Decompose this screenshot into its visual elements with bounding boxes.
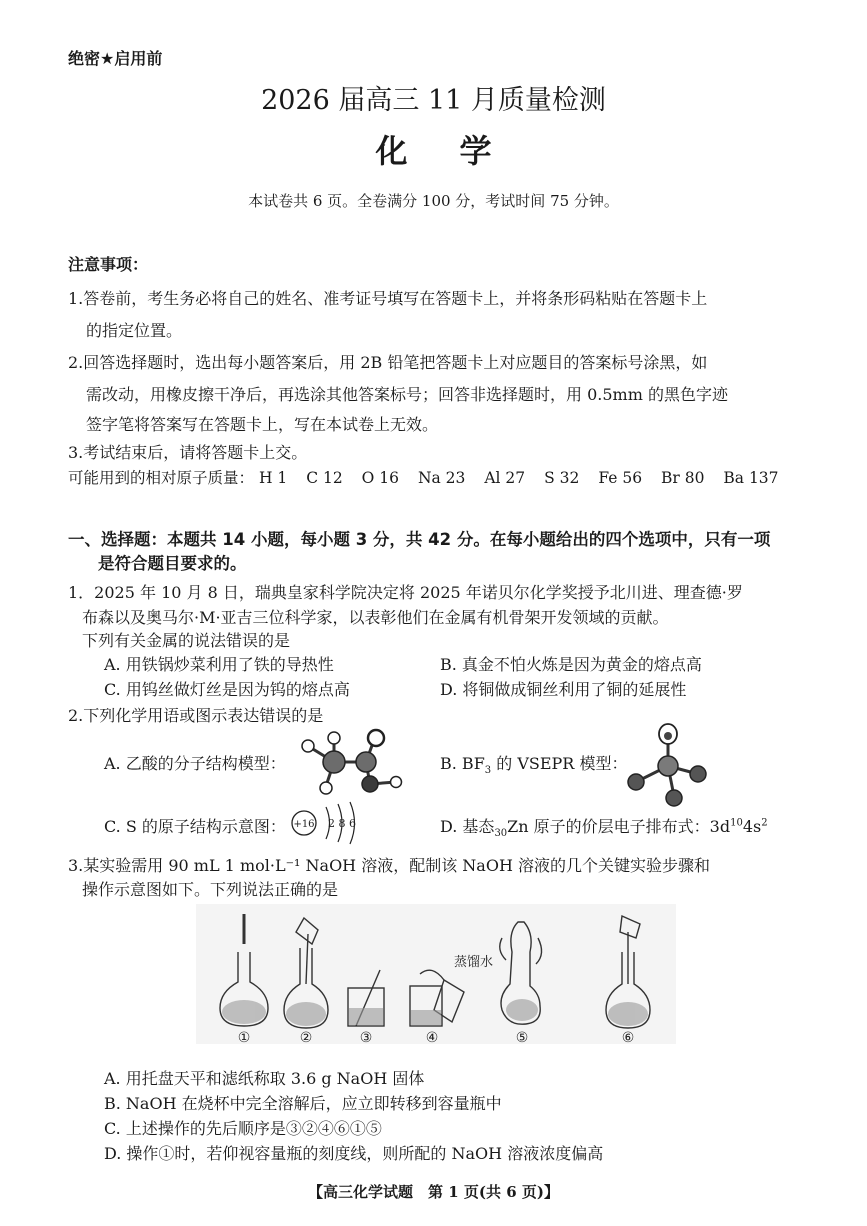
- section-heading-2: 是符合题目要求的。: [98, 554, 247, 573]
- acetic-acid-model-image: [296, 728, 408, 808]
- q3-option-a: A. 用托盘天平和滤纸称取 3.6 g NaOH 固体: [104, 1069, 425, 1088]
- exam-info: 本试卷共 6 页。全卷满分 100 分，考试时间 75 分钟。: [248, 192, 619, 210]
- s-shell-electrons: 2 8 6: [328, 817, 356, 830]
- step-label-6: ⑥: [621, 1030, 635, 1044]
- notice-item-2b: 需改动，用橡皮擦干净后，再选涂其他答案标号；回答非选择题时，用 0.5mm 的黑色字迹: [86, 385, 728, 404]
- q2-b-sub: 3: [484, 765, 492, 777]
- notice-item-1b: 的指定位置。: [86, 321, 183, 340]
- solution-prep-steps-image: [196, 904, 676, 1044]
- q2-stem: 2.下列化学用语或图示表达错误的是: [68, 706, 324, 725]
- notice-heading: 注意事项：: [68, 255, 149, 274]
- q1-option-d: D. 将铜做成铜丝利用了铜的延展性: [440, 680, 687, 699]
- page-footer: 【高三化学试题 第 1 页(共 6 页)】: [308, 1183, 559, 1201]
- q2-d-sub: 30: [494, 828, 508, 840]
- notice-item-2: 2.回答选择题时，选出每小题答案后，用 2B 铅笔把答题卡上对应题目的答案标号涂黑，如: [68, 353, 708, 372]
- q2-d-mid2: 4s: [742, 817, 762, 836]
- step-label-4: ④: [425, 1030, 439, 1044]
- q2-d-sup1: 10: [730, 817, 743, 829]
- q1-line-1: 1．2025 年 10 月 8 日，瑞典皇家科学院决定将 2025 年诺贝尔化学奖授予北川进、理查德·罗: [68, 583, 743, 602]
- q3-line-2: 操作示意图如下。下列说法正确的是: [82, 880, 339, 899]
- bf3-vsepr-model-image: [622, 722, 714, 808]
- q1-option-b: B. 真金不怕火炼是因为黄金的熔点高: [440, 655, 702, 674]
- mass-h: H 1: [258, 469, 288, 487]
- s-nucleus-label: +16: [293, 819, 315, 830]
- notice-item-3: 3.考试结束后，请将答题卡上交。: [68, 443, 308, 462]
- masses-label: 可能用到的相对原子质量：: [68, 469, 255, 487]
- q3-option-d: D. 操作①时，若仰视容量瓶的刻度线，则所配的 NaOH 溶液浓度偏高: [104, 1144, 604, 1163]
- mass-o: O 16: [361, 469, 400, 487]
- step-label-3: ③: [359, 1030, 373, 1044]
- secret-mark: 绝密★启用前: [68, 49, 163, 68]
- section-heading: 一、选择题：本题共 14 小题，每小题 3 分，共 42 分。在每小题给出的四个选项中，只有一项: [68, 530, 771, 549]
- notice-item-2c: 签字笔将答案写在答题卡上，写在本试卷上无效。: [86, 415, 439, 434]
- q2-option-c: C. S 的原子结构示意图：: [104, 817, 286, 836]
- notice-item-1: 1.答卷前，考生务必将自己的姓名、准考证号填写在答题卡上，并将条形码粘贴在答题卡上: [68, 289, 708, 308]
- q2-option-a: A. 乙酸的分子结构模型：: [104, 754, 286, 773]
- q1-option-c: C. 用钨丝做灯丝是因为钨的熔点高: [104, 680, 350, 699]
- q2-b-pre: B. BF: [440, 754, 485, 773]
- q3-option-b: B. NaOH 在烧杯中完全溶解后，应立即转移到容量瓶中: [104, 1094, 502, 1113]
- q2-option-d: [440, 814, 768, 839]
- step-label-2: ②: [299, 1030, 313, 1044]
- exam-title: 2026 届高三 11 月质量检测: [261, 85, 606, 116]
- step-label-5: ⑤: [515, 1030, 529, 1044]
- mass-c: C 12: [306, 469, 343, 487]
- q2-b-post: 的 VSEPR 模型：: [491, 754, 628, 773]
- mass-ba: Ba 137: [723, 469, 779, 487]
- sulfur-atom-diagram-image: [290, 801, 370, 845]
- q2-d-pre: D. 基态: [440, 817, 495, 836]
- q1-line-2: 布森以及奥马尔·M·亚吉三位科学家，以表彰他们在金属有机骨架开发领域的贡献。: [82, 608, 669, 627]
- mass-s: S 32: [544, 469, 580, 487]
- q2-d-mid: Zn 原子的价层电子排布式：3d: [507, 817, 731, 836]
- q1-line-3: 下列有关金属的说法错误的是: [82, 631, 291, 650]
- q2-option-b: [440, 751, 627, 776]
- q2-d-sup2: 2: [761, 817, 768, 829]
- distilled-water-label: 蒸馏水: [454, 955, 494, 970]
- subject-title: 化学: [375, 132, 544, 170]
- mass-fe: Fe 56: [598, 469, 643, 487]
- step-label-1: ①: [237, 1030, 251, 1044]
- q3-option-c: C. 上述操作的先后顺序是③②④⑥①⑤: [104, 1119, 382, 1138]
- mass-br: Br 80: [661, 469, 705, 487]
- mass-na: Na 23: [417, 469, 466, 487]
- atomic-masses: [68, 466, 793, 488]
- mass-al: Al 27: [484, 469, 526, 487]
- q1-option-a: A. 用铁锅炒菜利用了铁的导热性: [104, 655, 334, 674]
- q3-line-1: 3.某实验需用 90 mL 1 mol·L⁻¹ NaOH 溶液，配制该 NaOH 溶液的几个关键实验步骤和: [68, 856, 711, 875]
